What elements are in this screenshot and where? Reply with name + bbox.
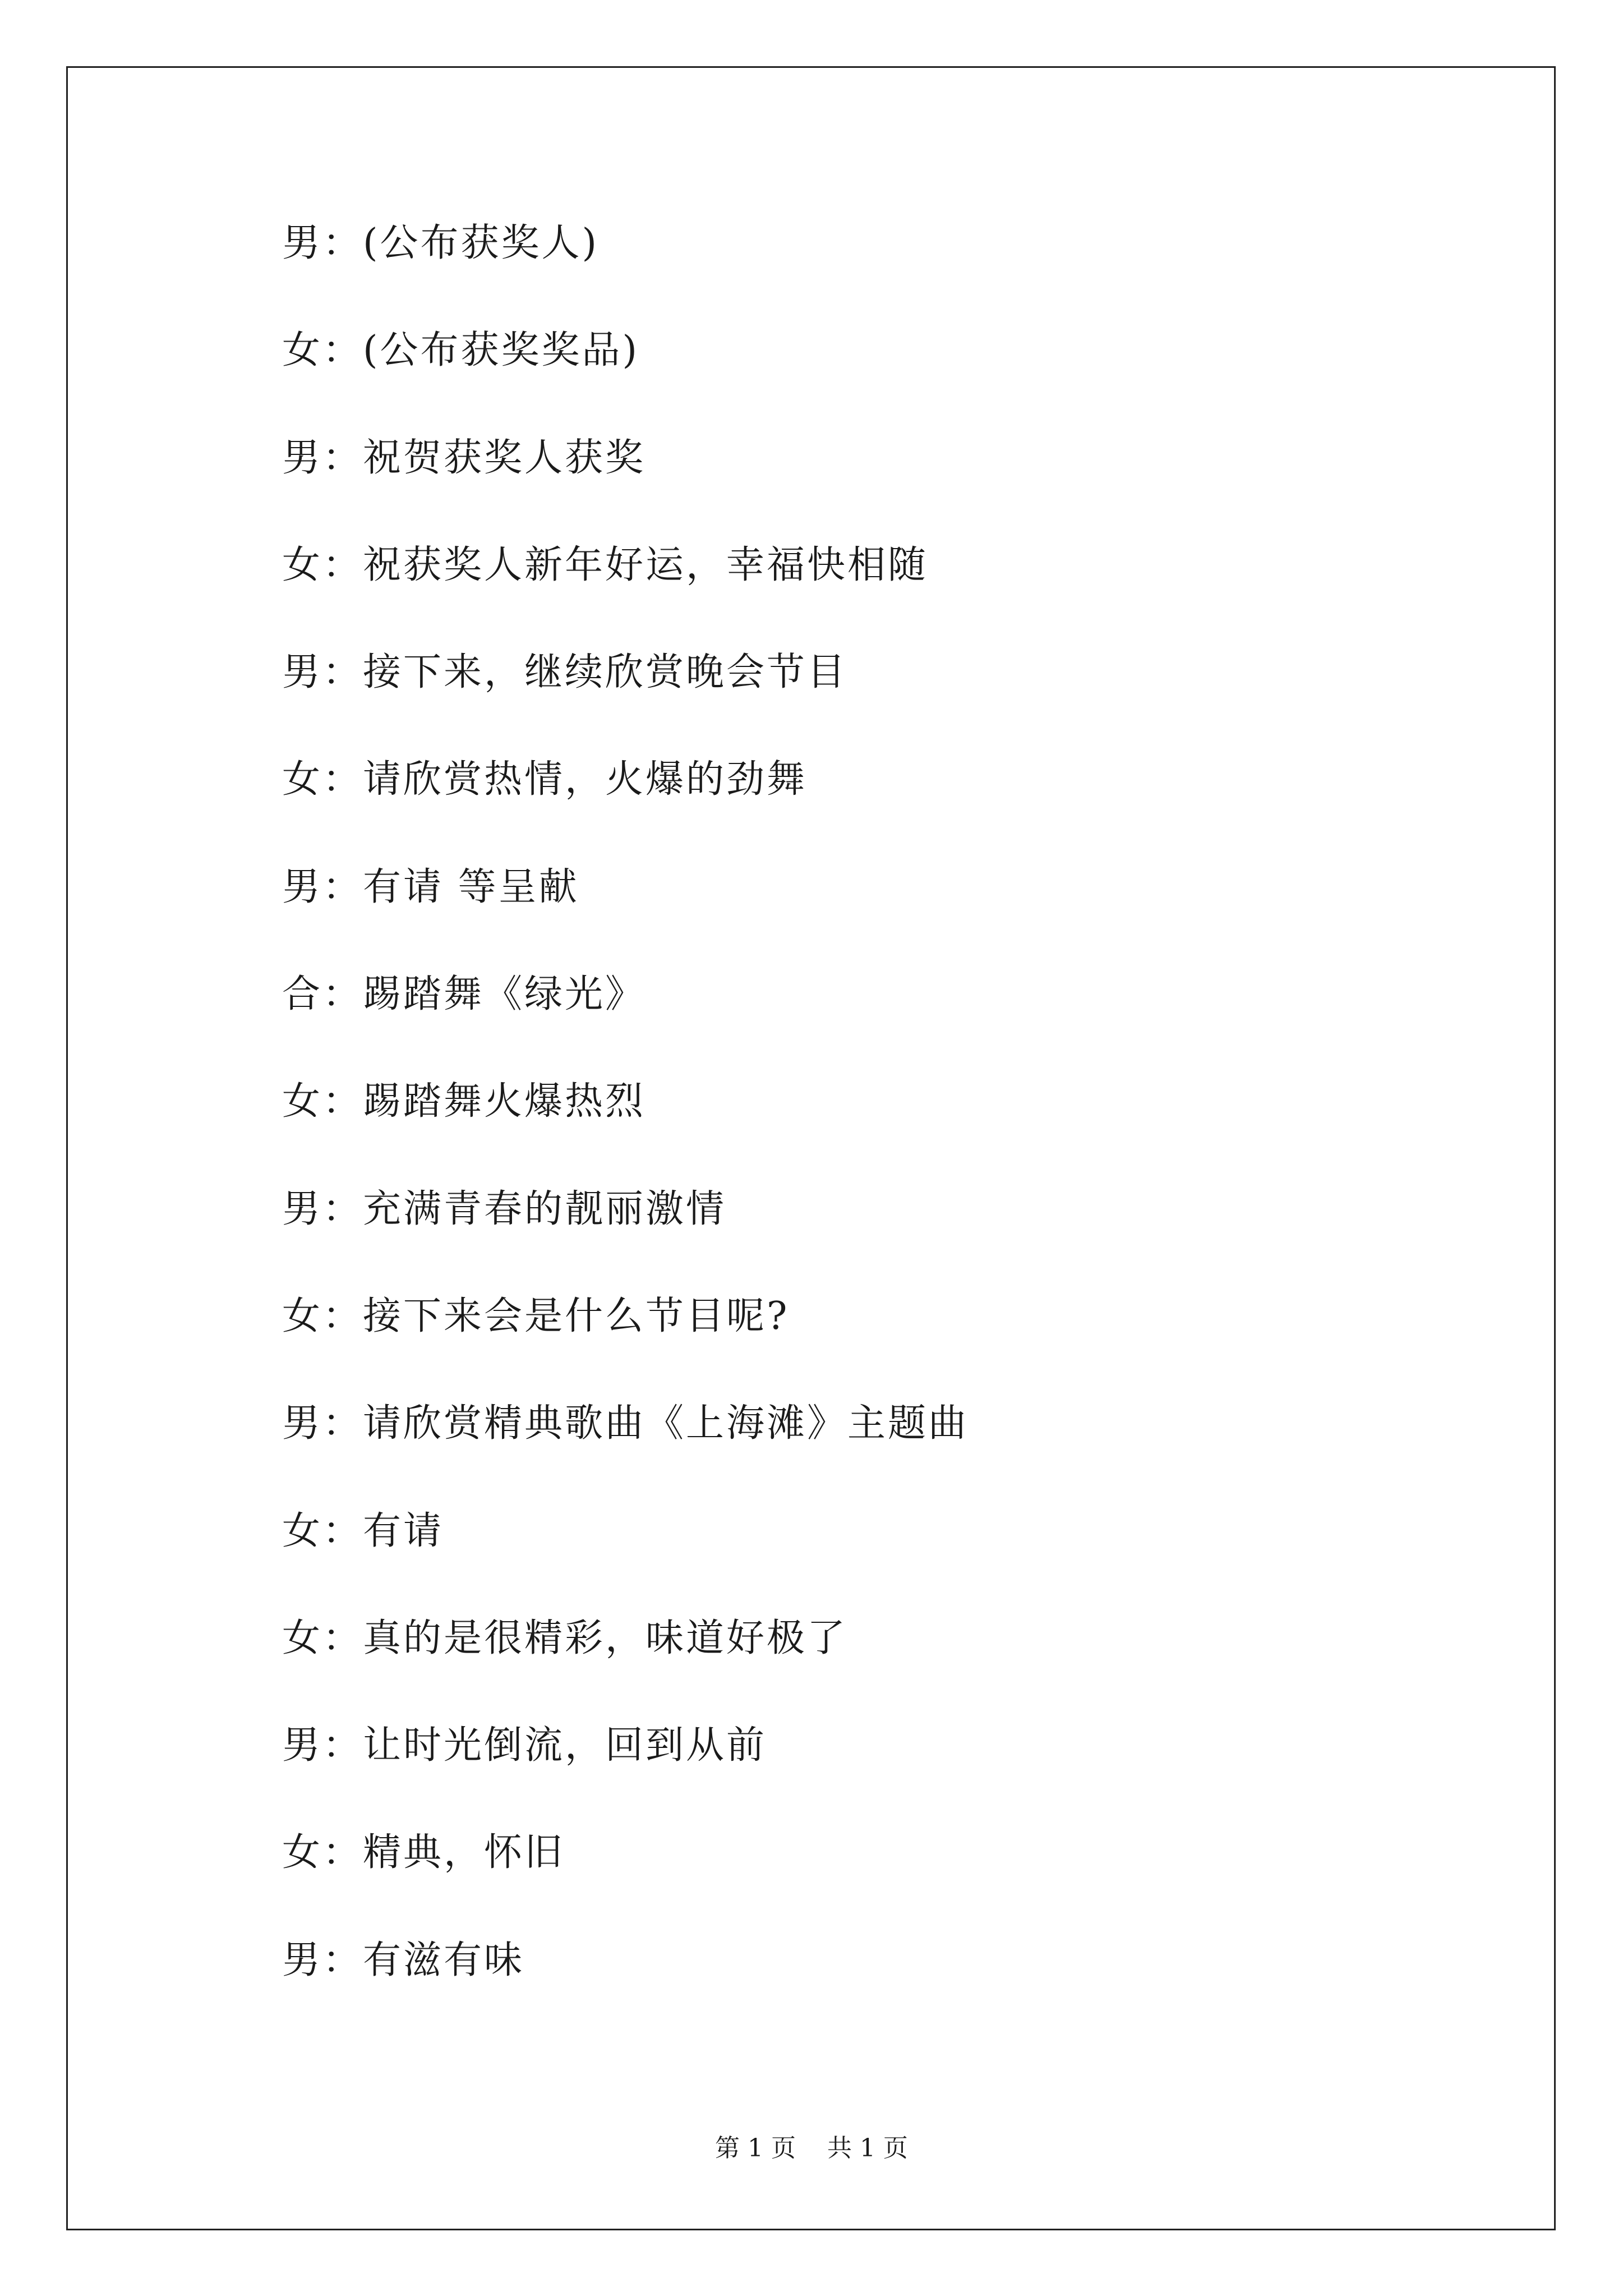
dialogue-line: 男：请欣赏精典歌曲《上海滩》主题曲 — [282, 1401, 969, 1446]
dialogue-line: 女：(公布获奖奖品) — [282, 328, 640, 373]
dialogue-line: 男：(公布获奖人) — [282, 221, 600, 265]
dialogue-line: 男：祝贺获奖人获奖 — [282, 435, 646, 480]
dialogue-line: 女：真的是很精彩，味道好极了 — [282, 1616, 848, 1660]
dialogue-line: 男：接下来，继续欣赏晚会节目 — [282, 650, 848, 695]
dialogue-line: 女：请欣赏热情，火爆的劲舞 — [282, 757, 808, 802]
dialogue-line: 合：踢踏舞《绿光》 — [282, 972, 646, 1017]
dialogue-line: 女：接下来会是什么节目呢? — [282, 1294, 790, 1338]
dialogue-list — [282, 221, 1488, 2049]
dialogue-line: 男：有请 等呈献 — [282, 864, 579, 909]
dialogue-line: 男：有滋有味 — [282, 1938, 525, 1982]
dialogue-line: 女：有请 — [282, 1508, 444, 1553]
dialogue-line: 男：充满青春的靓丽激情 — [282, 1186, 727, 1231]
dialogue-line: 女：祝获奖人新年好运，幸福快相随 — [282, 542, 929, 587]
page-footer: 第 1 页 共 1 页 — [715, 2134, 908, 2162]
dialogue-line: 女：踢踏舞火爆热烈 — [282, 1079, 646, 1124]
dialogue-line: 男：让时光倒流，回到从前 — [282, 1723, 767, 1768]
dialogue-line: 女：精典，怀旧 — [282, 1830, 565, 1875]
